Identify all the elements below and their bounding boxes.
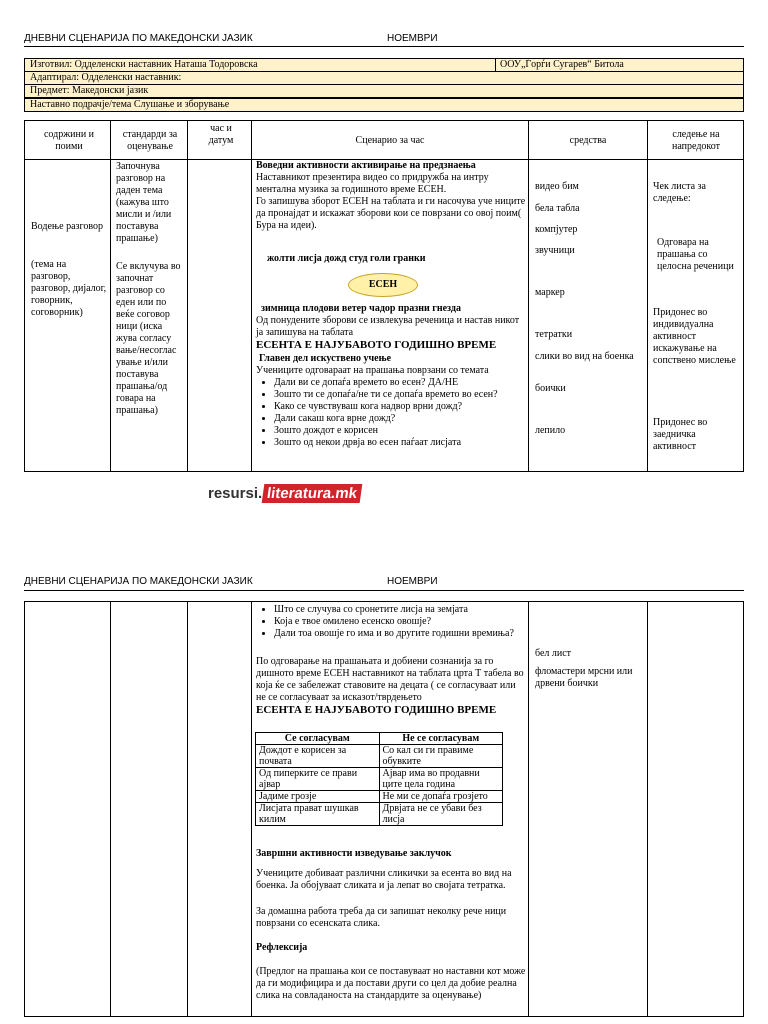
main-title: Главен дел искуствено учење [259, 353, 392, 364]
words-line-2: зимница плодови ветер чадор празни гнезда [261, 303, 461, 314]
content-main: Водење разговор [31, 221, 103, 232]
question-item: • Дали сакаш кога врне дожд? [274, 413, 526, 425]
header-month: НОЕМВРИ [387, 576, 438, 587]
question-list-continued [256, 604, 528, 640]
col-header-scenario: Сценарио за час [355, 135, 425, 146]
resource-item: бела табла [535, 203, 580, 214]
site-logo[interactable] [208, 484, 361, 503]
resource-item: фломастери мрсни или дрвени боички [535, 666, 633, 689]
col-header-standards: стандарди за оценување [122, 129, 178, 152]
content-sub: (тема на разговор, разговор, дијалог, говорник, соговорник) [31, 259, 107, 318]
final-title: Завршни активности изведување заклучок [256, 848, 452, 859]
info-topic: Наставно подрачје/тема Слушање и зборување [24, 98, 744, 112]
words-line-1: жолти лисја дожд студ голи гранки [267, 253, 426, 264]
header-title: ДНЕВНИ СЦЕНАРИЈА ПО МАКЕДОНСКИ ЈАЗИК [24, 33, 253, 44]
standard-1: Започнува разговор на даден тема (кажува што мисли и /или поставува прашање) [116, 161, 172, 244]
col-divider [110, 121, 111, 471]
lesson-table-continued [24, 601, 744, 1017]
col-divider [110, 602, 111, 1016]
main-sentence-2: ЕСЕНТА Е НАЈУБАВОТО ГОДИШНО ВРЕМЕ [256, 704, 497, 716]
resource-item: лепило [535, 425, 566, 436]
header-rule [24, 590, 744, 591]
question-item: • Која е твое омилено есенско овошје? [274, 616, 528, 628]
main-sentence: ЕСЕНТА Е НАЈУБАВОТО ГОДИШНО ВРЕМЕ [256, 339, 497, 351]
agree-table [255, 732, 503, 826]
table-row [256, 791, 503, 803]
col-divider [647, 602, 648, 1016]
progress-item: Придонес во индивидуална активност искажување на сопствено мислење [653, 307, 736, 366]
resource-item: видео бим [535, 181, 579, 192]
agree-cell: Лисјата прават шушкав килим [256, 803, 380, 826]
homework-text: За домашна работа треба да си запишат неколку рече ници поврзани со есенската слика. [256, 906, 507, 929]
table-row [256, 768, 503, 791]
intro-text: Наставникот презентира видео со придружба на интру ментална музика за годишното време ЕСЕН. [256, 172, 489, 195]
table-row [256, 803, 503, 826]
question-item: • Зошто ти се допаѓа/не ти се допаѓа времето во есен? [274, 389, 526, 401]
question-item: • Зошто од некои дрвја во есен паѓаат лисјата [274, 437, 526, 449]
resource-item: слики во вид на боенка [535, 351, 634, 362]
agree-cell: Дождот е корисен за почвата [256, 745, 380, 768]
progress-item: Придонес во заедничка активност [653, 417, 708, 452]
logo-part1: resursi. [208, 485, 263, 502]
resource-item: компјутер [535, 224, 578, 235]
question-item: • Зошто дождот е корисен [274, 425, 526, 437]
info-school: ООУ„Ѓорѓи Сугарев“ Битола [495, 59, 624, 71]
agree-cell: Од пиперките се прави ајвар [256, 768, 380, 791]
disagree-cell: Ајвар има во продавни ците цела година [379, 768, 503, 791]
col-header-date: час и датум [208, 123, 234, 146]
logo-part2: literatura.mk [262, 484, 363, 503]
col-divider [251, 602, 252, 1016]
standard-2: Се вклучува во започнат разговор со еден или по веќе соговор ници (иска жува согласу вање/несоглас ување и/или поставува прашања/од говара на прашања) [116, 261, 181, 416]
esen-oval: ЕСЕН [348, 273, 418, 297]
main-text: Учениците одговараат на прашања поврзани со темата [256, 365, 489, 376]
header-title: ДНЕВНИ СЦЕНАРИЈА ПО МАКЕДОНСКИ ЈАЗИК [24, 576, 253, 587]
final-text: Учениците добиваат различни сликички за есента во вид на боенка. Ја обојуваат сликата и ја лепат во својата тетратка. [256, 868, 512, 891]
question-list [256, 377, 526, 449]
info-subject: Предмет: Македонски јазик [24, 84, 744, 98]
disagree-cell: Дрвјата не се убави без лисја [379, 803, 503, 826]
progress-item: Одговара на прашања со целосна реченици [657, 237, 734, 272]
agree-header: Се согласувам [256, 733, 380, 745]
col-header-content: содржини и поими [43, 129, 95, 152]
t-table-intro: По одговарање на прашањата и добиени сознанија за го дишното време ЕСЕН наставникот на таблата црта Т табела во која ќе се забележат ставовите на децата ( се согласуваат или не се согласуваат за исказот/тврдењето [256, 656, 524, 703]
col-divider [187, 121, 188, 471]
col-divider [647, 121, 648, 471]
intro-text-2: Го запишува зборот ЕСЕН на таблата и ги насочува уче ниците да пронајдат и искажат зборови кои се поврзани со овој поим( Бура на идеи). [256, 196, 526, 231]
info-adapted: Адаптирал: Одделенски наставник: [24, 71, 744, 85]
col-header-resources: средства [569, 135, 607, 146]
col-divider [251, 121, 252, 471]
resource-item: боички [535, 383, 566, 394]
resource-item: маркер [535, 287, 565, 298]
intro-title: Воведни активности активирање на предзнаења [256, 160, 476, 171]
header-month: НОЕМВРИ [387, 33, 438, 44]
disagree-cell: Со кал си ги правиме обувките [379, 745, 503, 768]
reflection-text: (Предлог на прашања кои се поставуваат но наставни кот може да ги модифицира и да постави други со цел да добие реална слика на совладаноста на стандардите за оценување) [256, 966, 526, 1001]
col-divider [528, 602, 529, 1016]
question-item: • Што се случува со сронетите лисја на земјата [274, 604, 528, 616]
header-rule [24, 46, 744, 47]
col-header-progress: следење на напредокот [672, 129, 720, 152]
sentence-intro: Од понудените зборови се извлекува реченица и настав никот ја запишува на таблата [256, 315, 520, 338]
info-author: Изготвил: Одделенски наставник Наташа Тодоровска [30, 59, 258, 70]
resource-item: бел лист [535, 648, 572, 659]
col-divider [528, 121, 529, 471]
reflection-title: Рефлексија [256, 942, 308, 953]
table-row [256, 745, 503, 768]
info-author-row [24, 58, 744, 72]
progress-item: Чек листа за следење: [653, 181, 706, 204]
resource-item: тетратки [535, 329, 573, 340]
question-item: • Како се чувствуваш кога надвор врни дожд? [274, 401, 526, 413]
question-item: • Дали тоа овошје го има и во другите годишни времиња? [274, 628, 528, 640]
disagree-cell: Не ми се допаѓа грозјето [379, 791, 503, 803]
question-item: • Дали ви се допаѓа времето во есен? ДА/НЕ [274, 377, 526, 389]
lesson-table [24, 120, 744, 472]
disagree-header: Не се согласувам [379, 733, 503, 745]
agree-cell: Јадиме грозје [256, 791, 380, 803]
col-divider [187, 602, 188, 1016]
resource-item: звучници [535, 245, 575, 256]
